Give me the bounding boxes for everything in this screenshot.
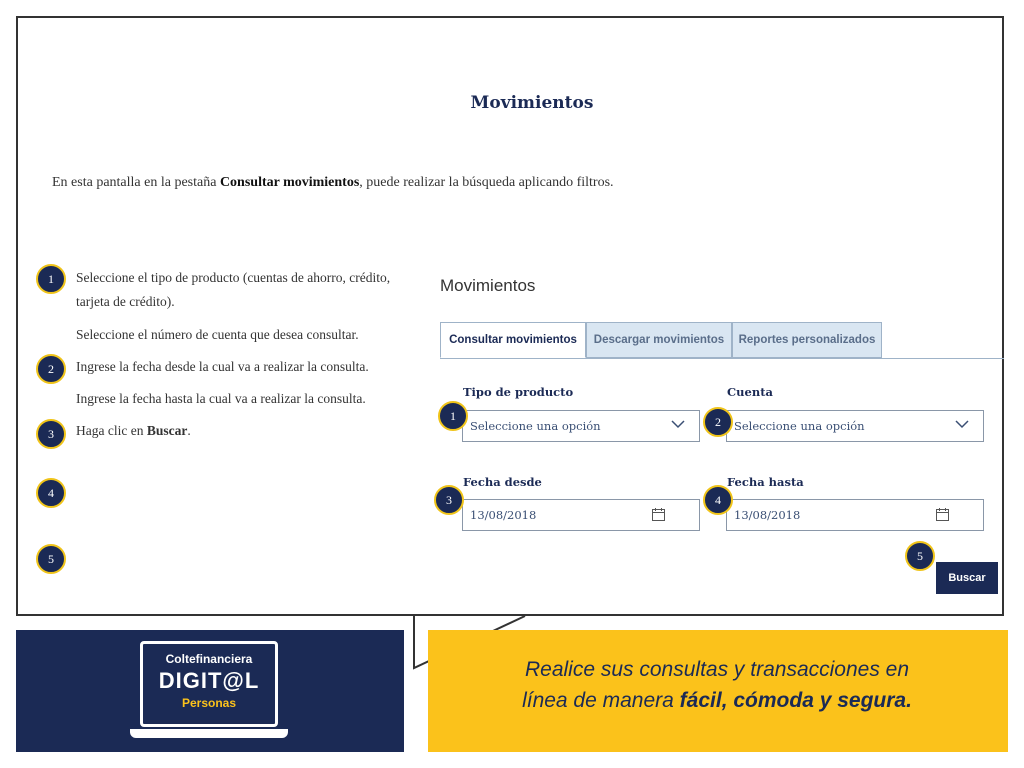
brand-line3: Personas [181, 696, 237, 710]
cuenta-label: Cuenta [727, 385, 773, 399]
panel-badge-4: 4 [703, 485, 733, 515]
page-title: Movimientos [470, 93, 594, 113]
panel-title: Movimientos [440, 276, 536, 295]
step-5 [76, 419, 416, 443]
step-badge-3: 3 [36, 419, 66, 449]
step-badge-2: 2 [36, 354, 66, 384]
tipo-value: Seleccione una opción [470, 419, 601, 433]
slogan-line2 [428, 685, 1006, 716]
intro-bold: Consultar movimientos [219, 175, 360, 190]
slogan-line1: Realice sus consultas y transacciones en [524, 658, 910, 681]
step-2: Seleccione el número de cuenta que desea consultar. [76, 326, 359, 342]
panel-badge-1: 1 [438, 401, 468, 431]
tab-reportes[interactable]: Reportes personalizados [732, 322, 882, 358]
cuenta-value: Seleccione una opción [734, 419, 865, 433]
desde-value: 13/08/2018 [470, 508, 537, 522]
chevron-down-icon [671, 417, 685, 431]
tipo-select[interactable] [462, 410, 700, 442]
slogan-line2-before: línea de manera [522, 689, 680, 712]
intro-before: En esta pantalla en la pestaña [52, 175, 220, 190]
step-5-bold: Buscar [146, 423, 188, 439]
step-1: Seleccione el tipo de producto (cuentas de ahorro, crédito, tarjeta de crédito). [76, 270, 391, 310]
panel-badge-3: 3 [434, 485, 464, 515]
intro-after: , puede realizar la búsqueda aplicando filtros. [359, 175, 614, 190]
slogan-text [428, 654, 1006, 716]
brand-line2: DIGIT@L [158, 668, 260, 693]
calendar-icon[interactable] [652, 508, 665, 521]
fecha-desde-input[interactable] [462, 499, 700, 531]
brand-line1: Coltefinanciera [165, 652, 253, 666]
panel-badge-2: 2 [703, 407, 733, 437]
steps-list [76, 266, 416, 452]
buscar-button[interactable]: Buscar [936, 562, 998, 594]
step-5-after: . [187, 423, 191, 439]
intro-text [52, 175, 614, 191]
step-badge-5: 5 [36, 544, 66, 574]
step-5-before: Haga clic en [76, 423, 147, 439]
slogan-line2-bold: fácil, cómoda y segura. [679, 689, 912, 712]
laptop-base [130, 729, 288, 738]
panel-badge-5: 5 [905, 541, 935, 571]
tipo-label: Tipo de producto [463, 385, 574, 399]
hasta-value: 13/08/2018 [734, 508, 801, 522]
desde-label: Fecha desde [463, 475, 542, 489]
laptop-logo [140, 641, 278, 727]
calendar-icon[interactable] [936, 508, 949, 521]
fecha-hasta-input[interactable] [726, 499, 984, 531]
hasta-label: Fecha hasta [727, 475, 804, 489]
tab-descargar[interactable]: Descargar movimientos [586, 322, 732, 358]
step-4: Ingrese la fecha hasta la cual va a realizar la consulta. [76, 391, 366, 407]
chevron-down-icon [955, 417, 969, 431]
step-badge-4: 4 [36, 478, 66, 508]
step-3: Ingrese la fecha desde la cual va a realizar la consulta. [76, 358, 369, 374]
cuenta-select[interactable] [726, 410, 984, 442]
tab-bar [440, 322, 1004, 359]
step-badge-1: 1 [36, 264, 66, 294]
tab-consultar[interactable]: Consultar movimientos [440, 322, 586, 358]
